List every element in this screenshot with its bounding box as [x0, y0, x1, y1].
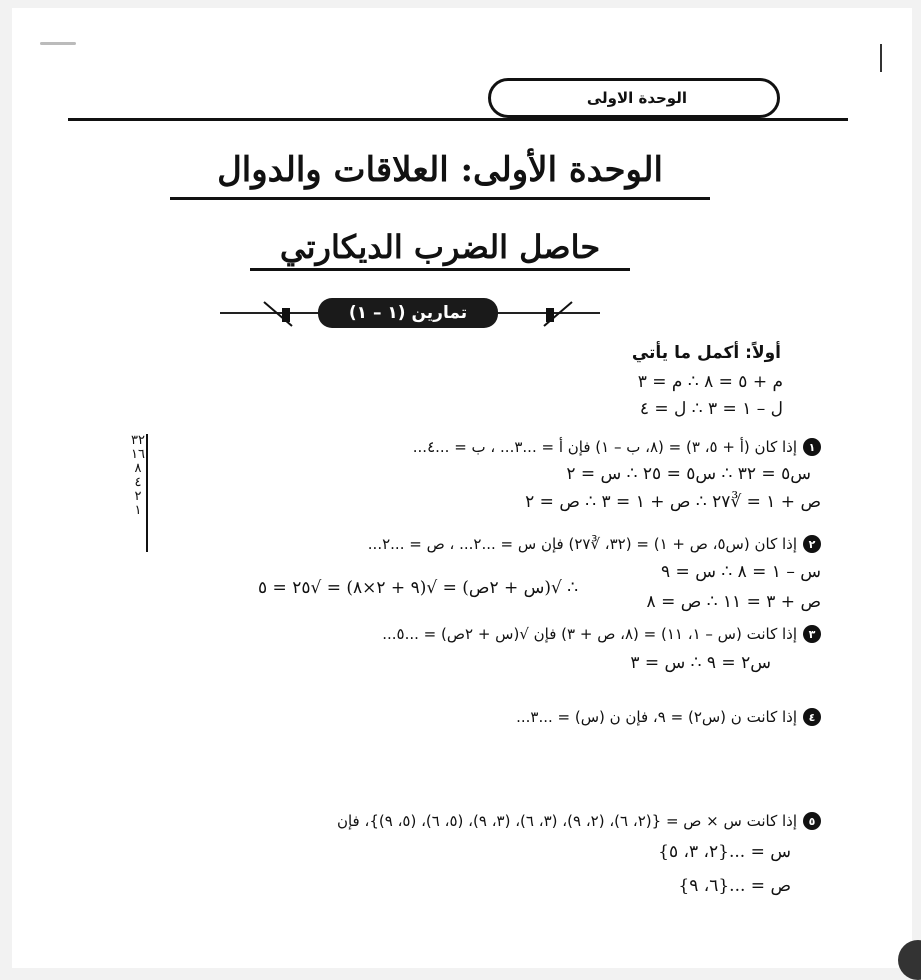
question-1 — [413, 438, 821, 456]
margin-note: ٢ — [134, 489, 142, 504]
question-number-badge: ١ — [803, 438, 821, 456]
work-line: س = ...{٢، ٣، ٥} — [658, 842, 791, 862]
work-line: س٢ = ٩ ∴ س = ٣ — [630, 653, 771, 673]
margin-note: ٣٢ — [131, 433, 145, 448]
unit-tab-text: الوحدة الاولى — [586, 89, 687, 107]
side-work-line: ∴ √(س + ٢ص) = √(٩ + ٢×٨) = √٢٥ = ٥ — [258, 578, 579, 598]
intro-work-line: ل – ١ = ٣ ∴ ل = ٤ — [639, 399, 783, 419]
work-line: ص + ١ = ∛٢٧ ∴ ص + ١ = ٣ ∴ ص = ٢ — [525, 492, 821, 512]
margin-note: ٤ — [134, 475, 142, 490]
unit-tab-label — [488, 78, 780, 118]
question-2 — [368, 535, 821, 553]
work-line: س – ١ = ٨ ∴ س = ٩ — [661, 562, 821, 582]
page-title: الوحدة الأولى: العلاقات والدوال — [217, 150, 663, 190]
exercise-ribbon-text: تمارين (١ – ١) — [348, 303, 468, 323]
question-text: إذا كانت س × ص = {(٢، ٦)، (٢، ٩)، (٣، ٦)، (٣، ٩)، (٥، ٦)، (٥، ٩)}، فإن — [336, 812, 797, 830]
question-number-badge: ٤ — [803, 708, 821, 726]
scan-edge-mark — [880, 44, 882, 72]
question-text: إذا كان (أ + ٥، ٣) = (٨، ب – ١) فإن أ = ...٣... ، ب = ...٤... — [412, 438, 797, 456]
header-rule — [68, 118, 848, 121]
question-text: إذا كان (س٥، ص + ١) = (٣٢، ∛٢٧) فإن س = ...٢... ، ص = ...٢... — [367, 535, 797, 553]
question-text: إذا كانت ن (س٢) = ٩، فإن ن (س) = ...٣... — [516, 708, 797, 726]
exercise-ribbon — [318, 298, 498, 328]
question-4 — [516, 708, 821, 726]
title-underline — [170, 197, 710, 200]
margin-notes — [110, 434, 166, 518]
scan-mark — [40, 42, 76, 45]
question-number-badge: ٥ — [803, 812, 821, 830]
work-line: ص + ٣ = ١١ ∴ ص = ٨ — [646, 592, 821, 612]
work-line: س٥ = ٣٢ ∴ س٥ = ٢٥ ∴ س = ٢ — [566, 464, 811, 484]
question-number-badge: ٢ — [803, 535, 821, 553]
question-3 — [382, 625, 821, 643]
section-heading: أولاً: أكمل ما يأتي — [631, 343, 781, 363]
work-line: ص = ...{٦، ٩} — [678, 876, 791, 896]
lesson-title: حاصل الضرب الديكارتي — [279, 228, 601, 266]
sword-right-icon — [540, 300, 574, 328]
question-number-badge: ٣ — [803, 625, 821, 643]
question-text: إذا كانت (س – ١، ١١) = (٨، ص + ٣) فإن √(س + ٢ص) = ...٥... — [382, 625, 797, 643]
question-5 — [337, 812, 821, 830]
margin-note: ١ — [134, 503, 142, 518]
margin-note: ١٦ — [131, 447, 145, 462]
margin-note: ٨ — [134, 461, 142, 476]
intro-work-line: م + ٥ = ٨ ∴ م = ٣ — [637, 372, 783, 392]
sword-left-icon — [262, 300, 296, 328]
subtitle-underline — [250, 268, 630, 271]
